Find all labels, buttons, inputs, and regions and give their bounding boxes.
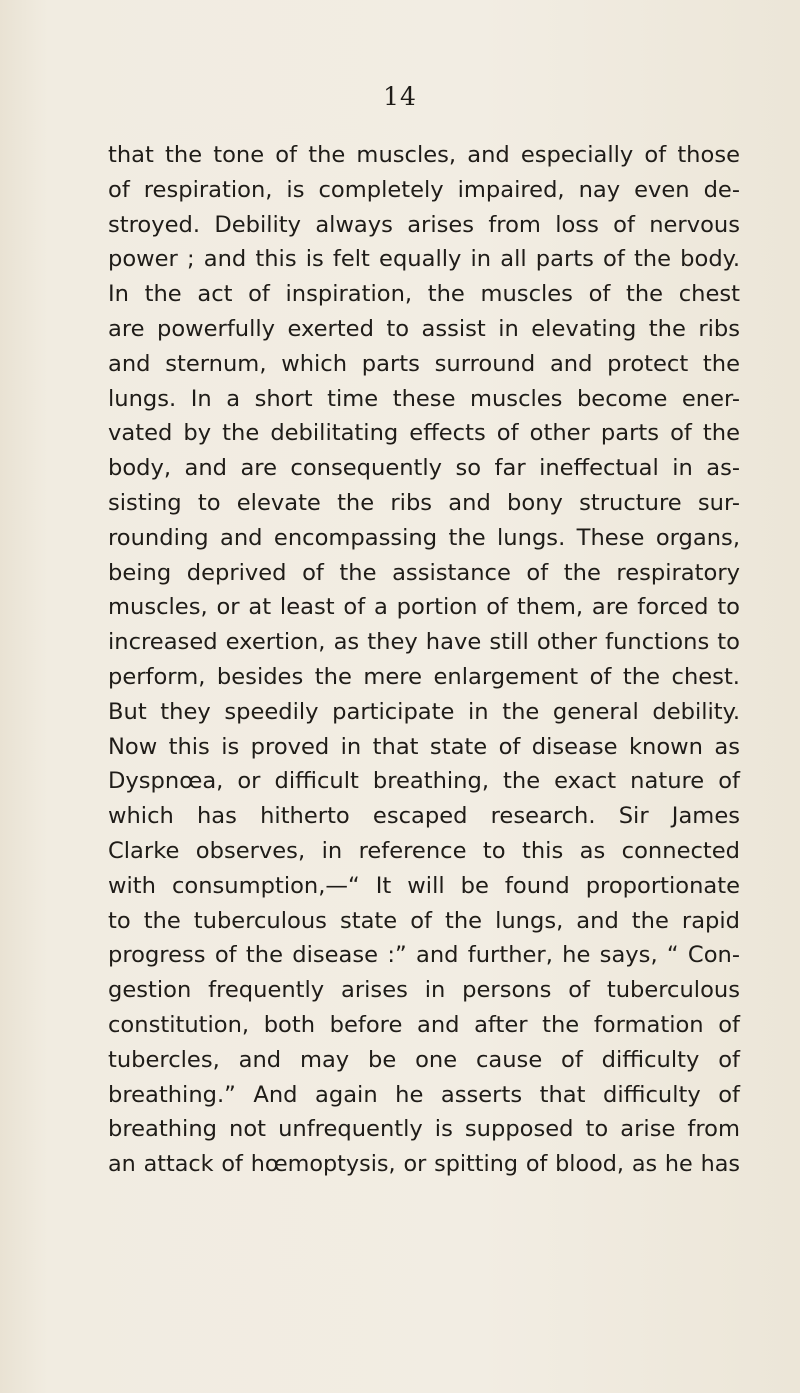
text-line: rounding and encompassing the lungs. These organs, xyxy=(108,524,740,551)
text-line: power ; and this is felt equally in all parts of the body. xyxy=(108,246,740,273)
text-line: perform, besides the mere enlargement of the chest. xyxy=(108,663,740,690)
page-number: 14 xyxy=(383,82,417,111)
text-line: sisting to elevate the ribs and bony structure sur- xyxy=(108,489,740,516)
text-line: tubercles, and may be one cause of difficulty of xyxy=(108,1046,740,1073)
text-line: an attack of hœmoptysis, or spitting of blood, as he has xyxy=(108,1151,740,1178)
text-line: are powerfully exerted to assist in elevating the ribs xyxy=(108,315,740,342)
text-line: Clarke observes, in reference to this as connected xyxy=(108,837,740,864)
text-line: being deprived of the assistance of the respiratory xyxy=(108,559,740,586)
text-line: Now this is proved in that state of disease known as xyxy=(108,733,740,760)
text-line: breathing.” And again he asserts that difficulty of xyxy=(108,1081,740,1108)
text-line: and sternum, which parts surround and protect the xyxy=(108,350,740,377)
text-line: body, and are consequently so far ineffectual in as- xyxy=(108,455,740,482)
text-line: lungs. In a short time these muscles become ener- xyxy=(108,385,740,412)
text-line: In the act of inspiration, the muscles of the chest xyxy=(108,281,740,308)
text-line: that the tone of the muscles, and especially of those xyxy=(108,142,740,168)
text-line: which has hitherto escaped research. Sir James xyxy=(108,803,740,830)
text-line: gestion frequently arises in persons of tuberculous xyxy=(108,977,740,1004)
text-line: Dyspnœa, or difficult breathing, the exact nature of xyxy=(108,768,740,795)
text-line: to the tuberculous state of the lungs, and the rapid xyxy=(108,907,740,934)
text-line: constitution, both before and after the formation of xyxy=(108,1011,740,1038)
text-line: But they speedily participate in the general debility. xyxy=(108,698,740,725)
text-line: with consumption,—“ It will be found proportionate xyxy=(108,872,740,899)
text-line: breathing not unfrequently is supposed to arise from xyxy=(108,1116,740,1143)
text-line: progress of the disease :” and further, he says, “ Con- xyxy=(108,942,740,969)
text-line: of respiration, is completely impaired, nay even de- xyxy=(108,176,740,203)
text-line: vated by the debilitating effects of other parts of the xyxy=(108,420,740,447)
text-line: muscles, or at least of a portion of them, are forced to xyxy=(108,594,740,621)
text-line: stroyed. Debility always arises from loss of nervous xyxy=(108,211,740,238)
text-line: increased exertion, as they have still other functions to xyxy=(108,629,740,656)
body-text xyxy=(108,138,740,1182)
